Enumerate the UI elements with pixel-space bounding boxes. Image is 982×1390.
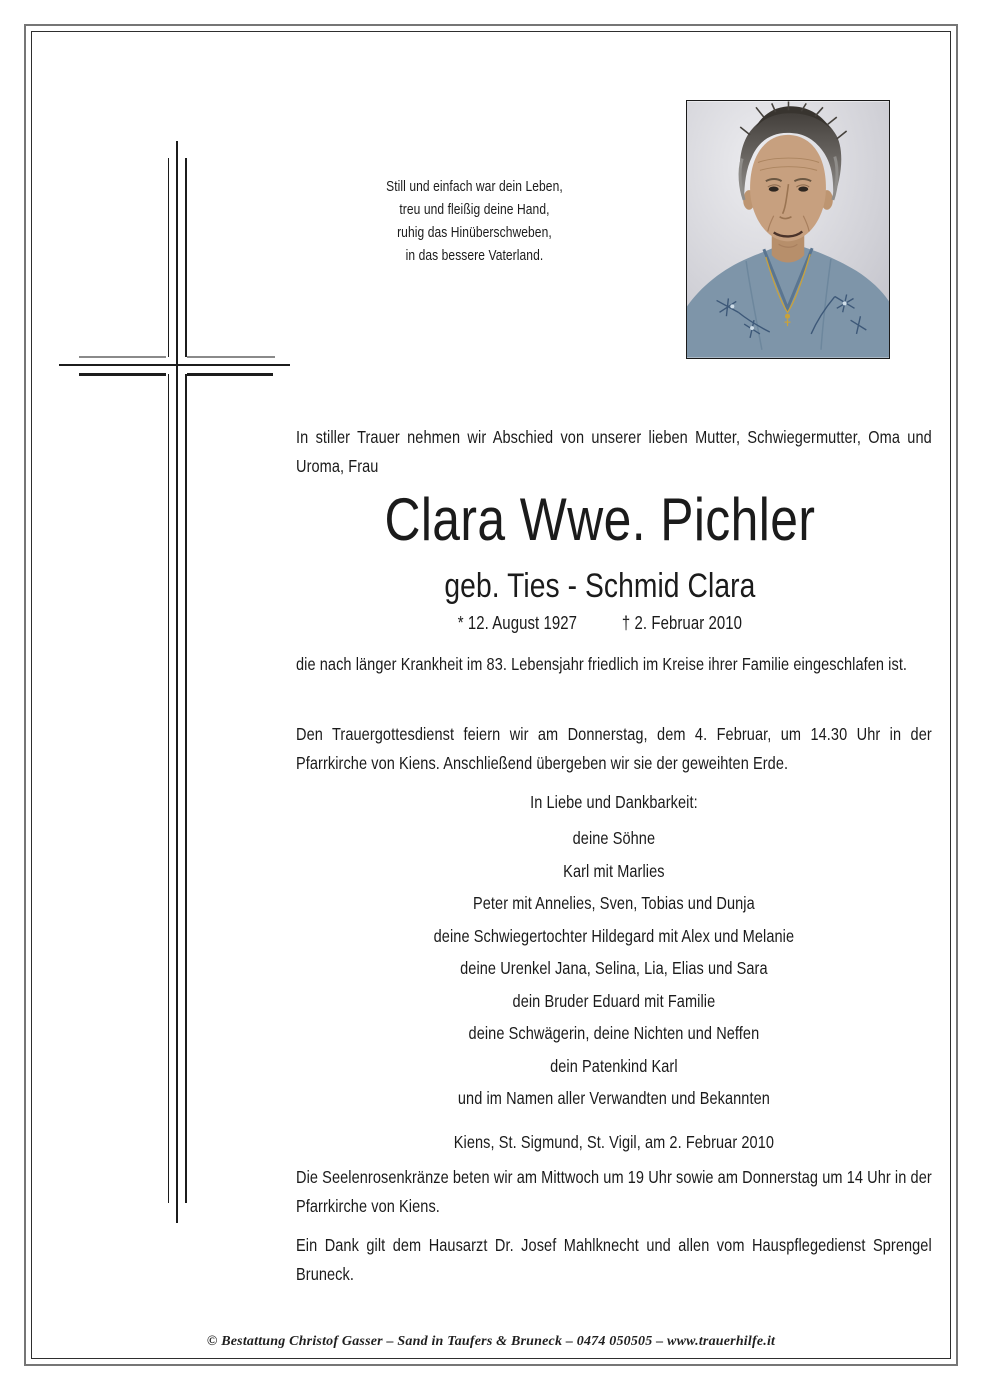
cross-horizontal-lower-right-line — [187, 373, 273, 376]
death-paragraph: die nach länger Krankheit im 83. Lebensjahr friedlich im Kreise ihrer Familie eingeschlafen ist. — [296, 654, 908, 674]
memorial-poem — [296, 176, 653, 268]
deceased-name: Clara Wwe. Pichler — [384, 486, 816, 553]
portrait-photo — [686, 100, 890, 359]
mourner-line: Peter mit Annelies, Sven, Tobias und Dunja — [472, 893, 755, 913]
maiden-name: geb. Ties - Schmid Clara — [444, 567, 756, 605]
birth-date: * 12. August 1927 — [457, 613, 578, 633]
mourner-line: dein Bruder Eduard mit Familie — [512, 990, 716, 1011]
cross-vertical-right-upper-line — [185, 158, 187, 357]
thanks-note: Ein Dank gilt dem Hausarzt Dr. Josef Mahlknecht und allen vom Hauspflegedienst Sprengel Bruneck. — [296, 1235, 932, 1284]
cross-vertical-left-upper-line — [168, 158, 170, 357]
place-date-line: Kiens, St. Sigmund, St. Vigil, am 2. Februar 2010 — [453, 1132, 775, 1152]
poem-line: treu und fleißig deine Hand, — [399, 202, 550, 218]
mourner-line: und im Namen aller Verwandten und Bekannten — [457, 1088, 770, 1108]
mourner-line: deine Schwägerin, deine Nichten und Neffen — [468, 1023, 760, 1043]
mourner-line: deine Urenkel Jana, Selina, Lia, Elias und Sara — [460, 958, 768, 978]
cross-horizontal-center-line — [59, 364, 290, 366]
poem-line: ruhig das Hinüberschweben, — [397, 225, 552, 241]
publisher-line: © Bestattung Christof Gasser – Sand in Taufers & Bruneck – 0474 050505 – www.trauerhilfe.it — [206, 1334, 776, 1349]
intro-paragraph: In stiller Trauer nehmen wir Abschied von unserer lieben Mutter, Schwiegermutter, Oma und Uroma, Frau — [296, 427, 932, 476]
cross-horizontal-lower-left-line — [79, 373, 166, 376]
cross-horizontal-upper-right-line — [187, 356, 275, 358]
cross-vertical-center-line — [176, 141, 178, 1223]
rosary-note: Die Seelenrosenkränze beten wir am Mittwoch um 19 Uhr sowie am Donnerstag um 14 Uhr in der Pfarrkirche von Kiens. — [296, 1167, 932, 1216]
mourners-list — [296, 822, 932, 1115]
gratitude-heading: In Liebe und Dankbarkeit: — [530, 792, 698, 812]
life-dates — [282, 610, 918, 636]
mourner-line: Karl mit Marlies — [563, 860, 665, 881]
death-date: † 2. Februar 2010 — [621, 613, 743, 633]
mourner-line: deine Söhne — [572, 828, 656, 848]
cross-vertical-left-lower-line — [168, 374, 170, 1203]
cross-vertical-right-lower-line — [185, 374, 187, 1203]
poem-line: in das bessere Vaterland. — [405, 248, 544, 264]
service-paragraph: Den Trauergottesdienst feiern wir am Donnerstag, dem 4. Februar, um 14.30 Uhr in der Pfarrkirche von Kiens. Anschließend übergeben wir sie der geweihten Erde. — [296, 724, 932, 773]
poem-line: Still und einfach war dein Leben, — [386, 179, 563, 195]
mourner-line: dein Patenkind Karl — [550, 1055, 678, 1076]
cross-horizontal-upper-left-line — [79, 356, 166, 358]
mourner-line: deine Schwiegertochter Hildegard mit Alex und Melanie — [433, 925, 795, 946]
